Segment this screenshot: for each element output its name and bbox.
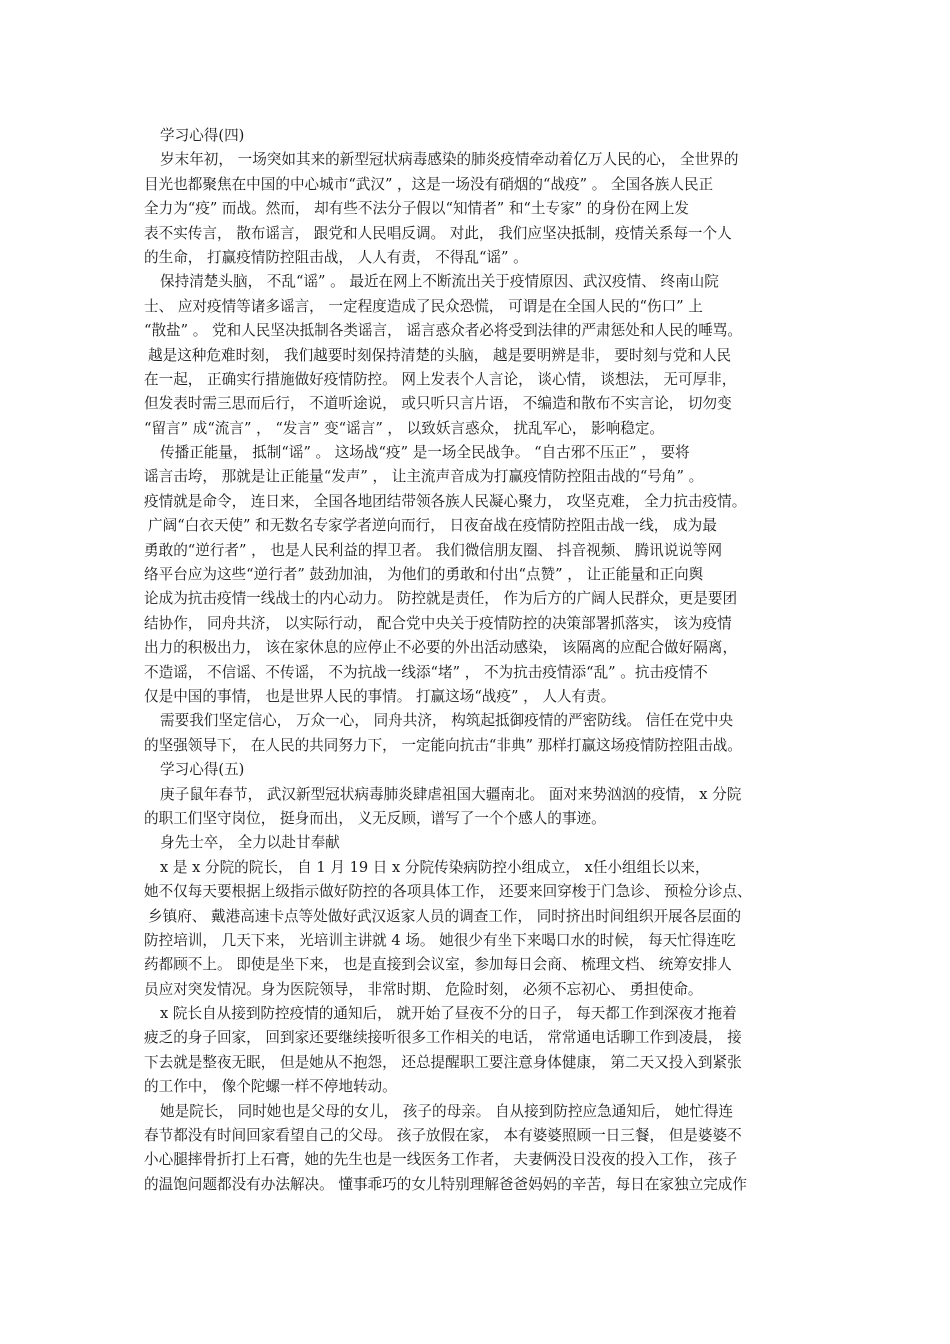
text-line: 她是院长， 同时她也是父母的女儿， 孩子的母亲。 自从接到防控应急通知后， 她忙得连 bbox=[160, 1102, 734, 1120]
text-line: 结协作， 同舟共济， 以实际行动， 配合党中央关于疫情防控的决策部署抓落实， 该为疫情 bbox=[144, 614, 732, 632]
text-line: 谣言击垮， 那就是让正能量“发声” ， 让主流声音成为打赢疫情防控阻击战的“号角” 。 bbox=[144, 468, 704, 486]
text-line: 学习心得(五) bbox=[160, 761, 245, 779]
text-line: 的温饱问题都没有办法解决。 懂事乖巧的女儿特别理解爸爸妈妈的辛苦，每日在家独立完成作 bbox=[144, 1175, 747, 1193]
text-line: x 院长自从接到防控疫情的通知后， 就开始了昼夜不分的日子， 每天都工作到深夜才拖着 bbox=[160, 1005, 737, 1023]
text-line: 的坚强领导下， 在人民的共同努力下， 一定能向抗击“非典” 那样打赢这场疫情防控阻击战。 bbox=[144, 736, 742, 754]
text-line: 勇敢的“逆行者” ， 也是人民利益的捍卫者。 我们微信朋友圈、 抖音视频、 腾讯说说等网 bbox=[144, 541, 723, 559]
text-line: 她不仅每天要根据上级指示做好防控的各项具体工作， 还要来回穿梭于门急诊、 预检分诊点、 bbox=[144, 883, 752, 901]
text-line: 不造谣， 不信谣、不传谣， 不为抗战一线添“堵” ， 不为抗击疫情添“乱” 。抗击疫情不 bbox=[144, 663, 708, 681]
text-line: “留言” 成“流言” ， “发言” 变“谣言” ， 以致妖言惑众， 扰乱军心， 影响稳定。 bbox=[144, 419, 665, 437]
text-line: 疫情就是命令， 连日来， 全国各地团结带领各族人民凝心聚力， 攻坚克难， 全力抗击疫情。 bbox=[144, 492, 747, 510]
text-line: 仅是中国的事情， 也是世界人民的事情。 打赢这场“战疫” ， 人人有责。 bbox=[144, 687, 616, 705]
text-line: 需要我们坚定信心， 万众一心， 同舟共济， 构筑起抵御疫情的严密防线。 信任在党中央 bbox=[160, 712, 734, 730]
text-line: 学习心得(四) bbox=[160, 127, 245, 144]
text-line: x 是 x 分院的院长， 自 1 月 19 日 x 分院传染病防控小组成立， x任小组组长以来， bbox=[160, 858, 710, 876]
text-line: 防控培训， 几天下来， 光培训主讲就 4 场。 她很少有坐下来喝口水的时候， 每天忙得连吃 bbox=[144, 931, 736, 949]
text-line: 在一起， 正确实行措施做好疫情防控。 网上发表个人言论， 谈心情， 谈想法， 无可厚非， bbox=[144, 370, 737, 388]
text-line: 的生命， 打赢疫情防控阻击战， 人人有责， 不得乱“谣” 。 bbox=[144, 248, 528, 266]
text-line: 药都顾不上。 即使是坐下来， 也是直接到会议室，参加每日会商、 梳理文档、 统筹安排人 bbox=[144, 956, 732, 974]
text-line: 论成为抗击疫情一线战士的内心动力。 防控就是责任， 作为后方的广阔人民群众，更是要团 bbox=[144, 590, 738, 608]
text-line: 庚子鼠年春节， 武汉新型冠状病毒肺炎肆虐祖国大疆南北。 面对来势汹汹的疫情， x 分院 bbox=[160, 785, 742, 803]
text-line: 络平台应为这些“逆行者” 鼓劲加油， 为他们的勇敢和付出“点赞” ， 让正能量和正向舆 bbox=[144, 566, 704, 584]
text-line: 的职工们坚守岗位， 挺身而出， 义无反顾，谱写了一个个感人的事迹。 bbox=[144, 809, 606, 827]
text-line: 广阔“白衣天使” 和无数名专家学者逆向而行， 日夜奋战在疫情防控阻击战一线， 成为最 bbox=[148, 517, 717, 535]
text-line: 员应对突发情况。身为医院领导， 非常时期、 危险时刻， 必须不忘初心、 勇担使命。 bbox=[144, 980, 703, 998]
text-line: 目光也都聚焦在中国的中心城市“武汉” ，这是一场没有硝烟的“战疫” 。 全国各族人民正 bbox=[144, 175, 714, 193]
text-line: 全力为“疫” 而战。然而， 却有些不法分子假以“知情者” 和“土专家” 的身份在网上发 bbox=[144, 200, 689, 218]
text-line: 乡镇府、 戴港高速卡点等处做好武汉返家人员的调查工作， 同时挤出时间组织开展各层面的 bbox=[148, 907, 742, 925]
text-line: 但发表时需三思而后行， 不道听途说， 或只听只言片语， 不编造和散布不实言论， 切勿变 bbox=[144, 395, 732, 413]
text-line: 的工作中， 像个陀螺一样不停地转动。 bbox=[144, 1078, 397, 1096]
text-line: 出力的积极出力， 该在家休息的应停止不必要的外出活动感染， 该隔离的应配合做好隔离， bbox=[144, 639, 738, 657]
text-line: 下去就是整夜无眠， 但是她从不抱怨， 还总提醒职工要注意身体健康， 第二天又投入到紧张 bbox=[144, 1053, 742, 1071]
text-line: 传播正能量， 抵制“谣” 。 这场战“疫” 是一场全民战争。 “自古邪不压正” ， 要将 bbox=[160, 444, 690, 462]
text-line: 疲乏的身子回家， 回到家还要继续接听很多工作相关的电话， 常常通电话聊工作到凌晨， 接 bbox=[144, 1029, 742, 1047]
text-line: 岁末年初， 一场突如其来的新型冠状病毒感染的肺炎疫情牵动着亿万人民的心， 全世界的 bbox=[160, 151, 739, 169]
text-line: 春节都没有时间回家看望自己的父母。 孩子放假在家， 本有婆婆照顾一日三餐， 但是婆婆不 bbox=[144, 1127, 742, 1145]
text-line: 身先士卒， 全力以赴甘奉献 bbox=[160, 834, 340, 852]
text-line: 表不实传言， 散布谣言， 跟党和人民唱反调。 对此， 我们应坚决抵制，疫情关系每一个人 bbox=[144, 224, 732, 242]
text-line: 越是这种危难时刻， 我们越要时刻保持清楚的头脑， 越是要明辨是非， 要时刻与党和人民 bbox=[148, 346, 732, 364]
text-line: 保持清楚头脑， 不乱“谣” 。 最近在网上不断流出关于疫情原因、武汉疫情、 终南山院 bbox=[160, 273, 719, 291]
text-line: 士、 应对疫情等诸多谣言， 一定程度造成了民众恐慌， 可谓是在全国人民的“伤口” 上 bbox=[144, 297, 703, 315]
text-line: 小心腿摔骨折打上石膏，她的先生也是一线医务工作者， 夫妻俩没日没夜的投入工作， 孩子 bbox=[144, 1151, 738, 1169]
text-line: “散盐” 。 党和人民坚决抵制各类谣言， 谣言惑众者必将受到法律的严肃惩处和人民的唾骂。 bbox=[144, 322, 742, 340]
document-page bbox=[144, 124, 816, 1197]
